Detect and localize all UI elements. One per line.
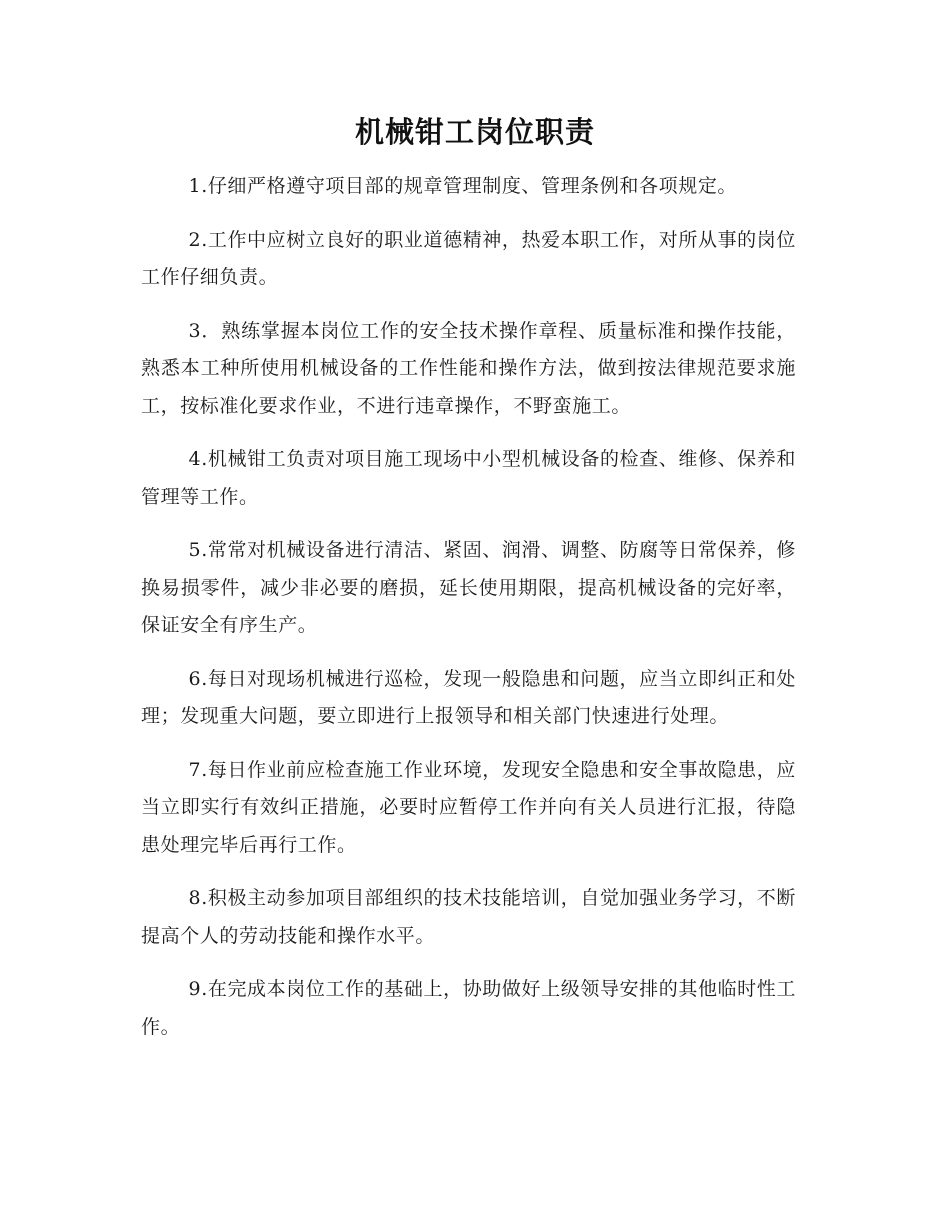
paragraph-8: 8.积极主动参加项目部组织的技术技能培训，自觉加强业务学习，不断提高个人的劳动技能和操作水平。 bbox=[141, 887, 796, 947]
paragraph-2: 2.工作中应树立良好的职业道德精神，热爱本职工作，对所从事的岗位工作仔细负责。 bbox=[141, 228, 796, 288]
paragraph-7: 7.每日作业前应检查施工作业环境，发现安全隐患和安全事故隐患，应当立即实行有效纠正措施，必要时应暂停工作并向有关人员进行汇报，待隐患处理完毕后再行工作。 bbox=[141, 758, 796, 856]
paragraph-6: 6.每日对现场机械进行巡检，发现一般隐患和问题，应当立即纠正和处理；发现重大问题，要立即进行上报领导和相关部门快速进行处理。 bbox=[141, 667, 796, 727]
paragraph-3: 3．熟练掌握本岗位工作的安全技术操作章程、质量标准和操作技能，熟悉本工种所使用机械设备的工作性能和操作方法，做到按法律规范要求施工，按标准化要求作业，不进行违章操作，不野蛮施工。 bbox=[141, 319, 796, 417]
paragraph-1: 1.仔细严格遵守项目部的规章管理制度、管理条例和各项规定。 bbox=[188, 175, 738, 197]
paragraph-9: 9.在完成本岗位工作的基础上，协助做好上级领导安排的其他临时性工作。 bbox=[141, 978, 796, 1038]
paragraph-4: 4.机械钳工负责对项目施工现场中小型机械设备的检查、维修、保养和管理等工作。 bbox=[141, 448, 796, 508]
paragraph-5: 5.常常对机械设备进行清洁、紧固、润滑、调整、防腐等日常保养，修换易损零件，减少非必要的磨损，延长使用期限，提高机械设备的完好率，保证安全有序生产。 bbox=[141, 539, 796, 636]
document-title: 机械钳工岗位职责 bbox=[354, 115, 595, 149]
document-body bbox=[141, 168, 796, 1062]
